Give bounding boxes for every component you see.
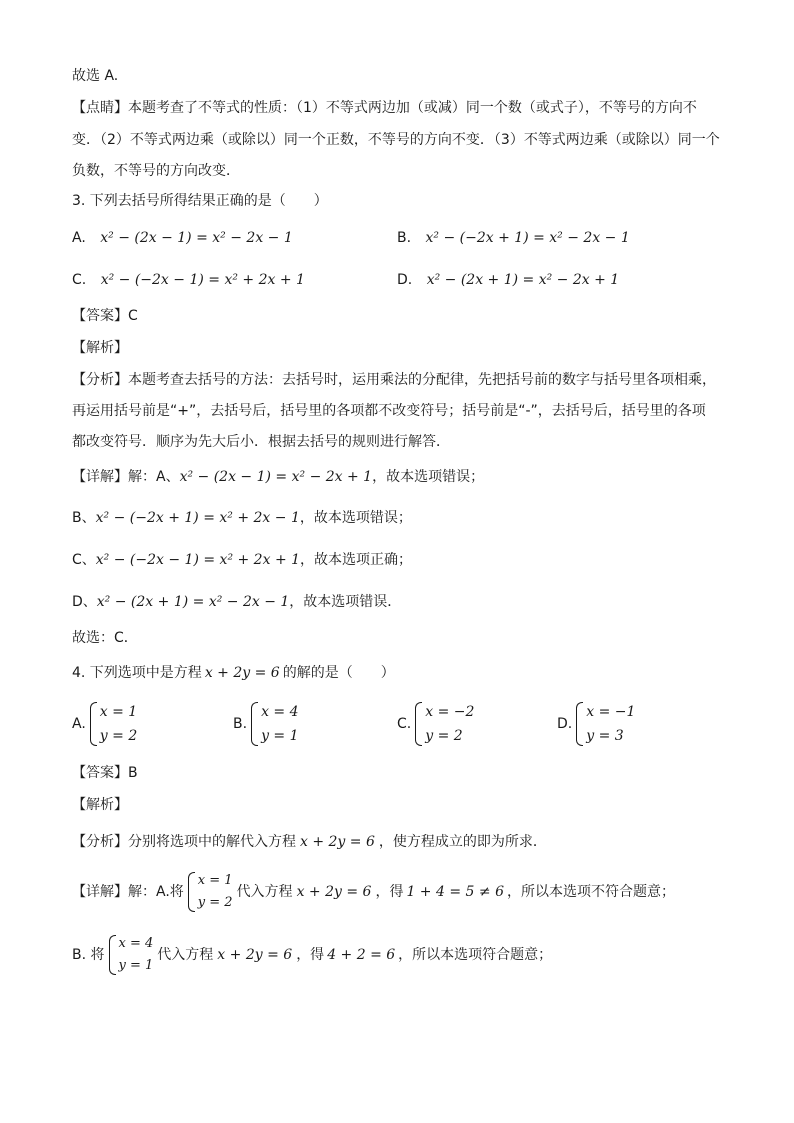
equation-system <box>109 933 154 977</box>
q4-option-d <box>557 700 639 748</box>
system-row: y = 1 <box>261 728 299 744</box>
detail-prefix: B、 <box>72 510 96 526</box>
system-row: x = −1 <box>586 704 636 720</box>
question-suffix: 的解的是（ ） <box>282 665 395 681</box>
q3-option-c <box>72 270 305 290</box>
detail-text: 代入方程 <box>157 947 214 963</box>
equation: x + 2y = 6 <box>204 665 280 681</box>
equation: x + 2y = 6 <box>296 884 372 900</box>
detail-prefix: B. 将 <box>72 947 105 963</box>
detail-3-b <box>72 508 412 528</box>
comment-line-3: 负数，不等号的方向改变． <box>72 163 240 179</box>
equation-system <box>576 700 635 748</box>
detail-suffix: ，所以本选项符合题意； <box>398 947 553 963</box>
detail-4-b <box>72 933 552 977</box>
system-row: x = 1 <box>197 873 233 888</box>
analysis-4 <box>72 832 547 852</box>
detail-prefix: 【详解】解：A、 <box>72 469 180 485</box>
detail-suffix: ，所以本选项不符合题意； <box>506 884 675 900</box>
answer-4: 【答案】B <box>72 765 138 781</box>
analysis-heading-4: 【解析】 <box>72 797 128 813</box>
detail-3-c <box>72 550 412 570</box>
analysis-prefix: 【分析】分别将选项中的解代入方程 <box>72 834 296 850</box>
question-prefix: 4. 下列选项中是方程 <box>72 665 202 681</box>
option-label: B. <box>397 230 412 246</box>
detail-expression: x² − (−2x − 1) = x² + 2x + 1 <box>95 552 301 568</box>
detail-prefix: D、 <box>72 594 97 610</box>
equation: 4 + 2 = 6 <box>327 947 396 963</box>
option-expression: x² − (−2x + 1) = x² − 2x − 1 <box>425 230 630 246</box>
q4-option-b <box>233 700 303 748</box>
option-label: D. <box>557 716 573 732</box>
detail-text: ，得 <box>296 947 325 963</box>
equation: 1 + 4 = 5 ≠ 6 <box>406 884 504 900</box>
option-label: B. <box>233 716 248 732</box>
option-label: A. <box>72 230 86 246</box>
detail-text: ，得 <box>375 884 404 900</box>
option-expression: x² − (−2x − 1) = x² + 2x + 1 <box>100 272 305 288</box>
answer-3: 【答案】C <box>72 308 138 324</box>
analysis-3-line-2: 再运用括号前是“+”，去括号后，括号里的各项都不改变符号；括号前是“-”，去括号后，括号里的各项 <box>72 403 706 419</box>
detail-suffix: ，故本选项错误； <box>299 510 412 526</box>
equation-system <box>415 700 474 748</box>
system-row: x = 1 <box>99 704 138 720</box>
analysis-3-line-1: 【分析】本题考查去括号的方法：去括号时，运用乘法的分配律，先把括号前的数字与括号里各项相乘， <box>72 372 716 388</box>
system-row: y = 3 <box>586 728 624 744</box>
detail-suffix: ，故本选项错误； <box>372 469 485 485</box>
analysis-heading-3: 【解析】 <box>72 340 128 356</box>
conclusion-line: 故选 A. <box>72 68 119 84</box>
system-row: y = 2 <box>197 895 233 910</box>
detail-prefix: 【详解】解：A.将 <box>72 884 184 900</box>
detail-text: 代入方程 <box>236 884 293 900</box>
equation: x + 2y = 6 <box>217 947 293 963</box>
option-label: C. <box>397 716 412 732</box>
system-row: y = 1 <box>118 958 154 973</box>
detail-prefix: C、 <box>72 552 96 568</box>
option-label: C. <box>72 272 87 288</box>
comment-line-2: 变．（2）不等式两边乘（或除以）同一个正数，不等号的方向不变．（3）不等式两边乘（或除以）同一个 <box>72 132 720 148</box>
q4-option-c <box>397 700 478 748</box>
option-expression: x² − (2x + 1) = x² − 2x + 1 <box>426 272 620 288</box>
q3-option-d <box>397 270 619 290</box>
q4-option-a <box>72 700 141 748</box>
system-row: x = −2 <box>425 704 475 720</box>
q3-option-b <box>397 228 630 248</box>
q3-option-a <box>72 228 293 248</box>
equation: x + 2y = 6 <box>300 834 375 850</box>
detail-suffix: ，故本选项错误． <box>289 594 402 610</box>
analysis-3-line-3: 都改变符号．顺序为先大后小．根据去括号的规则进行解答． <box>72 434 450 450</box>
conclusion-3: 故选：C． <box>72 630 138 646</box>
question-3: 3. 下列去括号所得结果正确的是（ ） <box>72 193 328 209</box>
detail-suffix: ，故本选项正确； <box>300 552 413 568</box>
detail-expression: x² − (2x − 1) = x² − 2x + 1 <box>179 469 373 485</box>
detail-4-a <box>72 870 675 914</box>
comment-line-1: 【点睛】本题考查了不等式的性质：（1）不等式两边加（或减）同一个数（或式子），不等号的方向不 <box>72 100 697 116</box>
question-4 <box>72 663 395 683</box>
equation-system <box>188 870 233 914</box>
option-label: D. <box>397 272 413 288</box>
detail-expression: x² − (2x + 1) = x² − 2x − 1 <box>96 594 290 610</box>
option-expression: x² − (2x − 1) = x² − 2x − 1 <box>100 230 293 246</box>
system-row: x = 4 <box>118 936 154 951</box>
equation-system <box>251 700 298 748</box>
equation-system <box>90 700 137 748</box>
system-row: x = 4 <box>261 704 299 720</box>
analysis-suffix: ，使方程成立的即为所求． <box>378 834 547 850</box>
detail-expression: x² − (−2x + 1) = x² + 2x − 1 <box>95 510 300 526</box>
detail-3-d <box>72 592 401 612</box>
option-label: A. <box>72 716 86 732</box>
system-row: y = 2 <box>425 728 463 744</box>
detail-3-a <box>72 467 484 487</box>
system-row: y = 2 <box>99 728 138 744</box>
